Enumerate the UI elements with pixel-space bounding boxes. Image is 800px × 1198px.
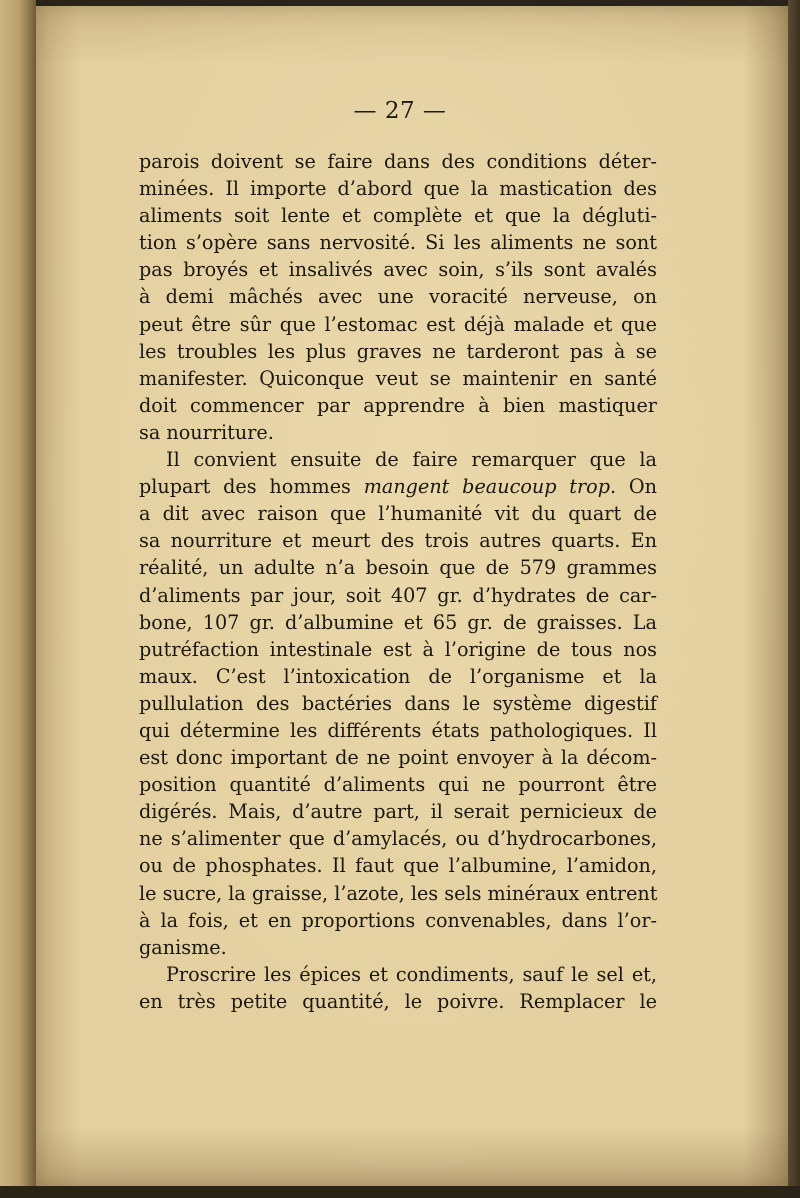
- text-line: pullulation des bactéries dans le système digestif: [139, 691, 657, 715]
- text-line-with-italic: plupart des hommes mangent beaucoup trop. On: [139, 475, 657, 499]
- text-line: est donc important de ne point envoyer à la décom-: [139, 746, 657, 770]
- text-line: Il convient ensuite de faire remarquer que la: [166, 448, 657, 472]
- text-line: les troubles les plus graves ne tarderont pas à se: [139, 339, 657, 363]
- text-line: pas broyés et insalivés avec soin, s’ils sont avalés: [139, 258, 657, 282]
- text-line: putréfaction intestinale est à l’origine de tous nos: [139, 637, 657, 661]
- text-line: ganisme.: [139, 935, 227, 959]
- text-line: a dit avec raison que l’humanité vit du quart de: [139, 502, 657, 526]
- text-line: doit commencer par apprendre à bien mastiquer: [139, 393, 657, 417]
- text-line: aliments soit lente et complète et que la dégluti-: [139, 204, 657, 228]
- page-edge: [788, 0, 800, 1198]
- text-line: position quantité d’aliments qui ne pourront être: [139, 773, 657, 797]
- book-binding: [0, 0, 36, 1198]
- text-line: sa nourriture et meurt des trois autres quarts. En: [139, 529, 657, 553]
- page-number: — 27 —: [353, 98, 447, 124]
- text-line: digérés. Mais, d’autre part, il serait pernicieux de: [139, 800, 657, 824]
- text-line: qui détermine les différents états pathologiques. Il: [139, 718, 657, 742]
- text-line: manifester. Quiconque veut se maintenir en santé: [139, 366, 657, 390]
- text-line: ou de phosphates. Il faut que l’albumine, l’amidon,: [139, 854, 657, 878]
- text-line: en très petite quantité, le poivre. Remplacer le: [139, 989, 657, 1013]
- text-line: Proscrire les épices et condiments, sauf le sel et,: [166, 962, 657, 986]
- italic-phrase: mangent beaucoup trop: [363, 475, 611, 499]
- text-line: ne s’alimenter que d’amylacés, ou d’hydrocarbones,: [139, 827, 657, 851]
- text-line: maux. C’est l’intoxication de l’organisme et la: [139, 664, 657, 688]
- text-line: bone, 107 gr. d’albumine et 65 gr. de graisses. La: [139, 610, 657, 634]
- text-line: tion s’opère sans nervosité. Si les aliments ne sont: [139, 231, 657, 255]
- text-line: parois doivent se faire dans des conditions déter-: [139, 150, 657, 173]
- text-line: à la fois, et en proportions convenables, dans l’or-: [139, 908, 657, 932]
- text-line: réalité, un adulte n’a besoin que de 579 grammes: [139, 556, 657, 580]
- text-line: minées. Il importe d’abord que la mastication des: [139, 177, 657, 201]
- page-bottom-edge: [0, 1186, 800, 1198]
- text-line: à demi mâchés avec une voracité nerveuse, on: [139, 285, 657, 309]
- text-line: peut être sûr que l’estomac est déjà malade et que: [139, 312, 657, 336]
- text-line: le sucre, la graisse, l’azote, les sels minéraux entrent: [139, 881, 658, 905]
- body-text: [139, 148, 657, 1015]
- text-line: sa nourriture.: [139, 420, 274, 444]
- text-line: d’aliments par jour, soit 407 gr. d’hydrates de car-: [139, 583, 657, 607]
